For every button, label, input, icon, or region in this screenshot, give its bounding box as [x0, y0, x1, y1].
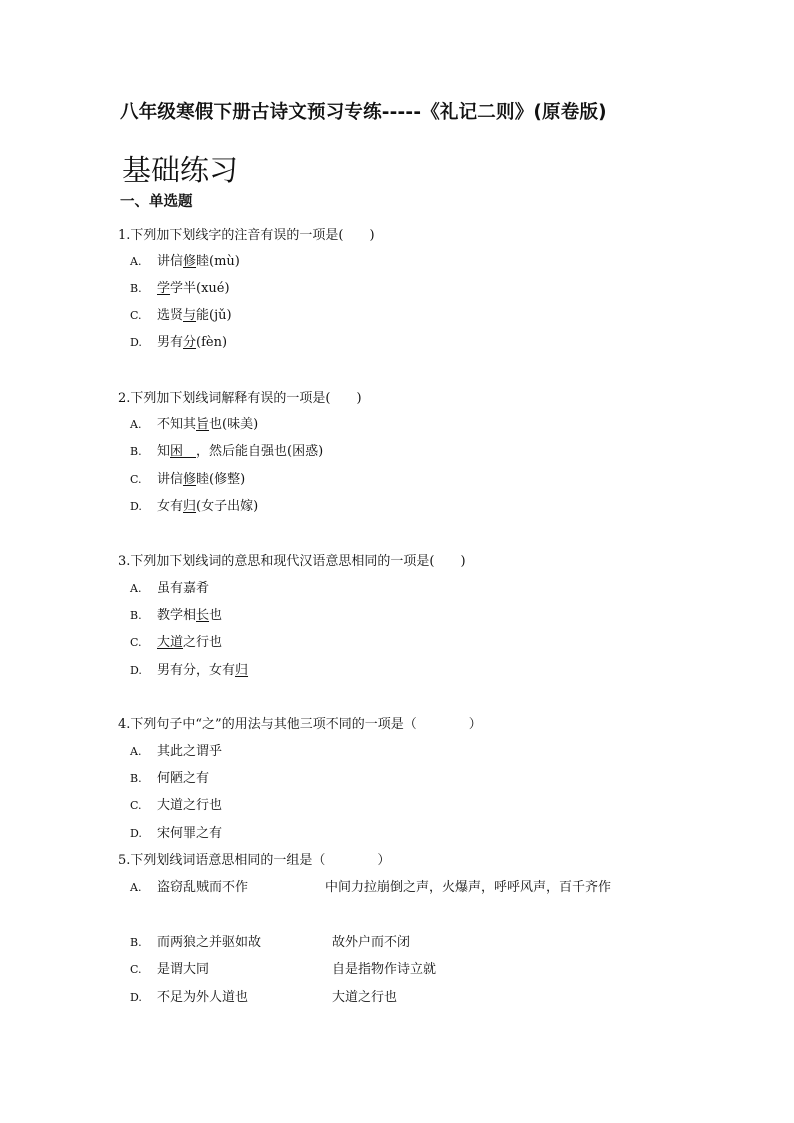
- option-row: [130, 986, 398, 1005]
- question-stem: 5.下列划线词语意思相同的一组是（ ）: [118, 853, 391, 868]
- option-second-sentence: 自是指物作诗立就: [332, 962, 437, 977]
- option-text: 选贤: [157, 308, 184, 323]
- option-text: 讲信: [157, 472, 184, 487]
- option-second-sentence: 故外户而不闭: [332, 935, 411, 950]
- option-text: 男有: [157, 335, 184, 350]
- option-row: [130, 331, 227, 350]
- option-label: C.: [130, 309, 142, 322]
- option-text: 女有: [157, 499, 184, 514]
- option-text: 教学相: [157, 608, 197, 623]
- question-stem: 1.下列加下划线字的注音有误的一项是( ): [118, 228, 375, 243]
- underlined-word: 困: [170, 444, 197, 459]
- question-stem: 4.下列句子中“之”的用法与其他三项不同的一项是（ ）: [118, 717, 482, 732]
- option-text-tail: 能(jǔ): [196, 308, 232, 323]
- option-text: 其此之谓乎: [157, 744, 223, 759]
- option-row: [130, 440, 323, 459]
- option-row: [130, 413, 258, 432]
- option-text: 何陋之有: [157, 771, 210, 786]
- option-text: 男有分，女有: [157, 663, 236, 678]
- option-text: 盗窃乱贼而不作: [157, 880, 249, 895]
- underlined-word: 大道: [157, 635, 184, 650]
- option-row: [130, 822, 222, 841]
- option-label: B.: [130, 772, 142, 785]
- option-row: [130, 277, 230, 296]
- option-text-tail: 睦(mù): [196, 254, 240, 269]
- option-row: [130, 794, 222, 813]
- option-label: C.: [130, 473, 142, 486]
- option-text: 大道之行也: [157, 798, 223, 813]
- option-label: B.: [130, 445, 142, 458]
- option-label: C.: [130, 636, 142, 649]
- underlined-word: 与: [183, 308, 197, 323]
- option-row: [130, 468, 245, 487]
- option-text-tail: (女子出嫁): [196, 499, 259, 514]
- option-text-tail: 也(味美): [209, 417, 259, 432]
- option-row: [130, 604, 222, 623]
- option-label: B.: [130, 936, 142, 949]
- question-stem: 2.下列加下划线词解释有误的一项是( ): [118, 391, 362, 406]
- option-row: [130, 740, 222, 759]
- option-label: C.: [130, 799, 142, 812]
- option-row: [130, 659, 248, 678]
- option-text-tail: 睦(修整): [196, 472, 246, 487]
- section-heading: 基础练习: [122, 153, 239, 187]
- option-text: 是谓大同: [157, 962, 210, 977]
- option-label: A.: [130, 418, 142, 431]
- underlined-word: 长: [196, 608, 210, 623]
- option-label: A.: [130, 255, 142, 268]
- underlined-word: 归: [183, 499, 197, 514]
- option-label: D.: [130, 664, 142, 677]
- option-text: 虽有嘉肴: [157, 581, 210, 596]
- option-text: 而两狼之并驱如故: [157, 935, 262, 950]
- option-label: D.: [130, 336, 142, 349]
- option-label: D.: [130, 500, 142, 513]
- option-text-tail: ，然后能自强也(困惑): [196, 444, 324, 459]
- option-label: D.: [130, 991, 142, 1004]
- option-second-sentence: 中间力拉崩倒之声，火爆声，呼呼风声，百千齐作: [325, 880, 612, 895]
- option-label: C.: [130, 963, 142, 976]
- option-row: [130, 631, 222, 650]
- option-label: A.: [130, 881, 142, 894]
- option-label: A.: [130, 582, 142, 595]
- underlined-word: 修: [183, 254, 197, 269]
- option-second-sentence: 大道之行也: [332, 990, 398, 1005]
- option-text-tail: 也: [209, 608, 223, 623]
- option-row: [130, 931, 411, 950]
- underlined-word: 学: [157, 281, 171, 296]
- option-text: 知: [157, 444, 171, 459]
- option-row: [130, 876, 612, 895]
- underlined-word: 归: [235, 663, 249, 678]
- option-label: A.: [130, 745, 142, 758]
- option-row: [130, 495, 258, 514]
- underlined-word: 分: [183, 335, 197, 350]
- option-text: 讲信: [157, 254, 184, 269]
- question-stem: 3.下列加下划线词的意思和现代汉语意思相同的一项是( ): [118, 554, 466, 569]
- underlined-word: 修: [183, 472, 197, 487]
- option-text: 不知其: [157, 417, 197, 432]
- option-text: 宋何罪之有: [157, 826, 223, 841]
- option-text: 不足为外人道也: [157, 990, 249, 1005]
- option-label: B.: [130, 282, 142, 295]
- underlined-word: 旨: [196, 417, 210, 432]
- option-text-tail: 学半(xué): [170, 281, 230, 296]
- option-row: [130, 577, 209, 596]
- option-row: [130, 958, 437, 977]
- option-text-tail: (fèn): [196, 335, 228, 350]
- option-label: B.: [130, 609, 142, 622]
- option-row: [130, 304, 232, 323]
- option-row: [130, 250, 240, 269]
- subsection-heading: 一、单选题: [120, 194, 193, 210]
- document-title: 八年级寒假下册古诗文预习专练-----《礼记二则》(原卷版): [120, 102, 607, 123]
- option-label: D.: [130, 827, 142, 840]
- option-text-tail: 之行也: [183, 635, 223, 650]
- option-row: [130, 767, 209, 786]
